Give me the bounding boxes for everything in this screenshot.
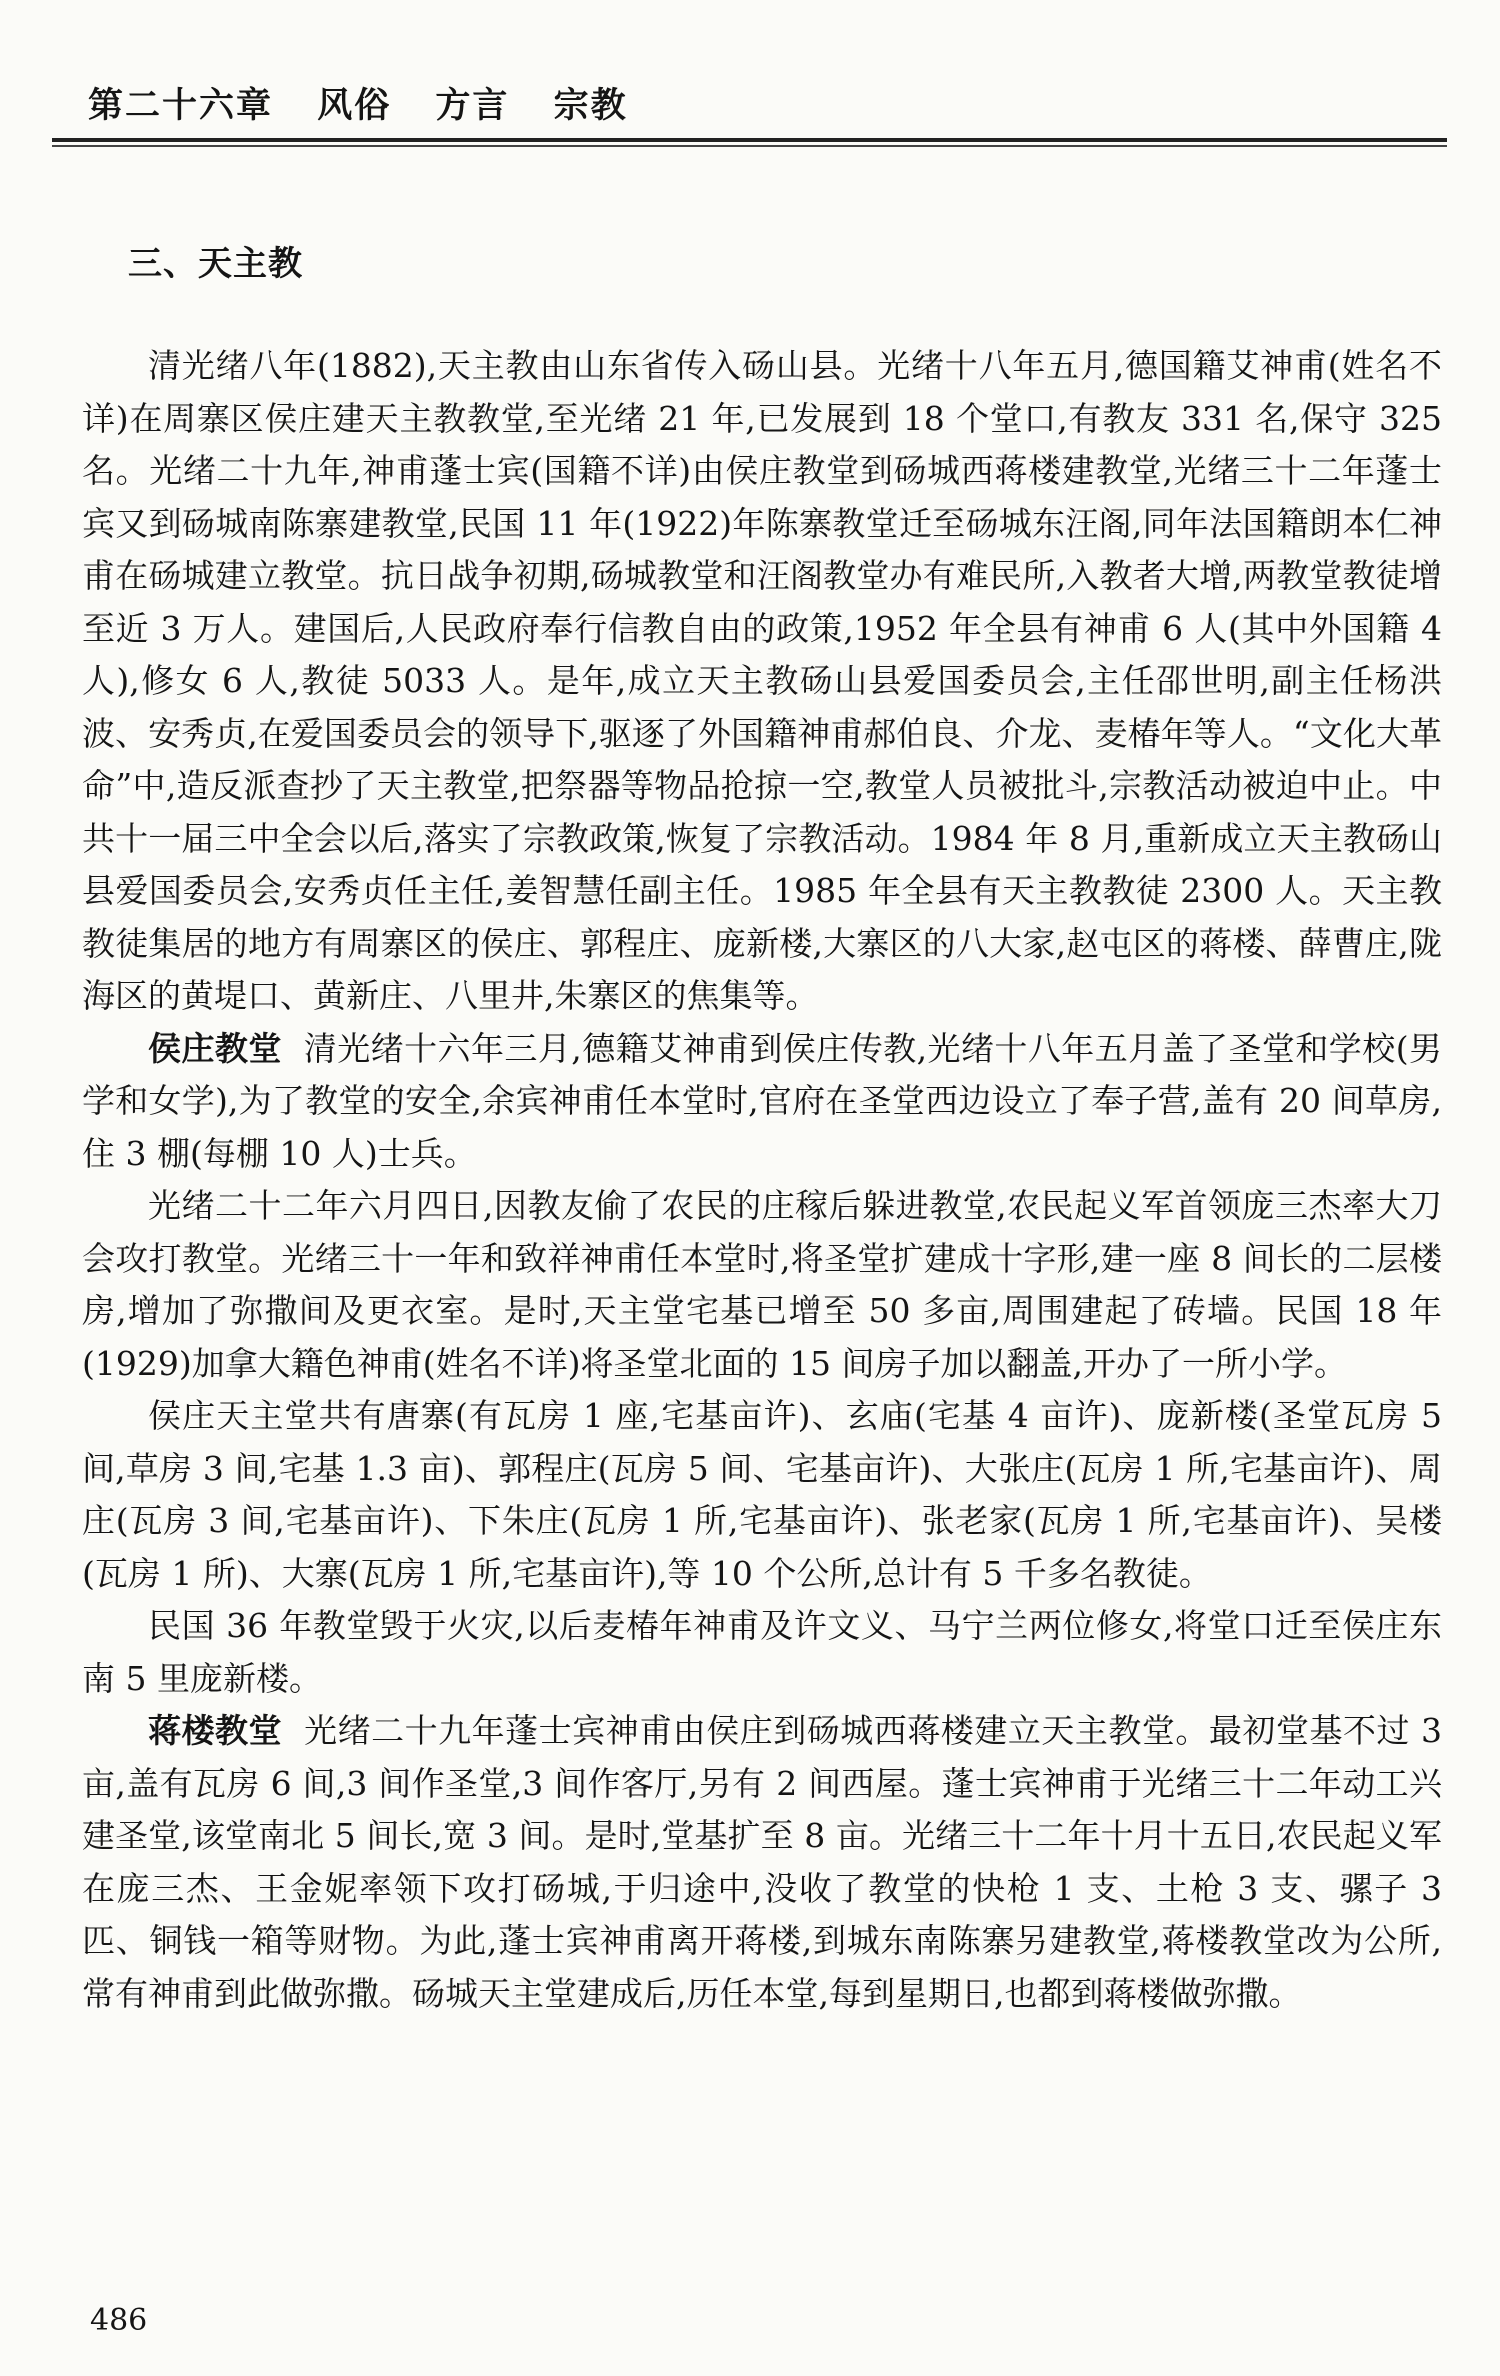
- paragraph-overview: [82, 340, 1442, 1023]
- running-header: [88, 78, 658, 128]
- chapter-label: 第二十六章: [88, 85, 274, 126]
- body-text: [82, 340, 1442, 2020]
- paragraph-lead-houzhuang: 侯庄教堂: [148, 1028, 282, 1068]
- header-topic-dialect: 方言: [435, 85, 510, 126]
- section-title: 三、天主教: [128, 244, 303, 284]
- paragraph-houzhuang-branches: [82, 1390, 1442, 1600]
- page-number: 486: [90, 2303, 148, 2338]
- paragraph-text: 清光绪八年(1882),天主教由山东省传入砀山县。光绪十八年五月,德国籍艾神甫(姓名不详)在周寨区侯庄建天主教教堂,至光绪 21 年,已发展到 18 个堂口,有教友 331 名,保守 325 名。光绪二十九年,神甫蓬士宾(国籍不详)由侯庄教堂到砀城西蒋楼建教堂,光绪三十二年蓬士宾又到砀城南陈寨建教堂,民国 11 年(1922)年陈寨教堂迁至砀城东汪阁,同年法国籍朗本仁神甫在砀城建立教堂。抗日战争初期,砀城教堂和汪阁教堂办有难民所,入教者大增,两教堂教徒增至近 3 万人。建国后,人民政府奉行信教自由的政策,1952 年全县有神甫 6 人(其中外国籍 4 人),修女 6 人,教徒 5033 人。是年,成立天主教砀山县爱国委员会,主任邵世明,副主任杨洪波、安秀贞,在爱国委员会的领导下,驱逐了外国籍神甫郝伯良、介龙、麦椿年等人。“文化大革命”中,造反派查抄了天主教堂,把祭器等物品抢掠一空,教堂人员被批斗,宗教活动被迫中止。中共十一届三中全会以后,落实了宗教政策,恢复了宗教活动。1984 年 8 月,重新成立天主教砀山县爱国委员会,安秀贞任主任,姜智慧任副主任。1985 年全县有天主教教徒 2300 人。天主教教徒集居的地方有周寨区的侯庄、郭程庄、庞新楼,大寨区的八大家,赵屯区的蒋楼、薛曹庄,陇海区的黄堤口、黄新庄、八里井,朱寨区的焦集等。: [82, 346, 1442, 1015]
- paragraph-houzhuang-church: [82, 1023, 1442, 1181]
- paragraph-text: 光绪二十九年蓬士宾神甫由侯庄到砀城西蒋楼建立天主教堂。最初堂基不过 3 亩,盖有瓦房 6 间,3 间作圣堂,3 间作客厅,另有 2 间西屋。蓬士宾神甫于光绪三十二年动工兴建圣堂,该堂南北 5 间长,宽 3 间。是时,堂基扩至 8 亩。光绪三十二年十月十五日,农民起义军在庞三杰、王金妮率领下攻打砀城,于归途中,没收了教堂的快枪 1 支、土枪 3 支、骡子 3 匹、铜钱一箱等财物。为此,蓬士宾神甫离开蒋楼,到城东南陈寨另建教堂,蒋楼教堂改为公所,常有神甫到此做弥撒。砀城天主堂建成后,历任本堂,每到星期日,也都到蒋楼做弥撒。: [82, 1711, 1442, 2013]
- paragraph-jianglou-church: [82, 1705, 1442, 2020]
- paragraph-houzhuang-history: [82, 1180, 1442, 1390]
- paragraph-text: 光绪二十二年六月四日,因教友偷了农民的庄稼后躲进教堂,农民起义军首领庞三杰率大刀会攻打教堂。光绪三十一年和致祥神甫任本堂时,将圣堂扩建成十字形,建一座 8 间长的二层楼房,增加了弥撒间及更衣室。是时,天主堂宅基已增至 50 多亩,周围建起了砖墙。民国 18 年(1929)加拿大籍色神甫(姓名不详)将圣堂北面的 15 间房子加以翻盖,开办了一所小学。: [82, 1186, 1442, 1383]
- paragraph-text: 清光绪十六年三月,德籍艾神甫到侯庄传教,光绪十八年五月盖了圣堂和学校(男学和女学),为了教堂的安全,余宾神甫任本堂时,官府在圣堂西边设立了奉子营,盖有 20 间草房,住 3 棚(每棚 10 人)士兵。: [82, 1028, 1443, 1173]
- paragraph-text: 侯庄天主堂共有唐寨(有瓦房 1 座,宅基亩许)、玄庙(宅基 4 亩许)、庞新楼(圣堂瓦房 5 间,草房 3 间,宅基 1.3 亩)、郭程庄(瓦房 5 间、宅基亩许)、大张庄(瓦房 1 所,宅基亩许)、周庄(瓦房 3 间,宅基亩许)、下朱庄(瓦房 1 所,宅基亩许)、张老家(瓦房 1 所,宅基亩许)、吴楼(瓦房 1 所)、大寨(瓦房 1 所,宅基亩许),等 10 个公所,总计有 5 千多名教徒。: [82, 1396, 1442, 1593]
- paragraph-text: 民国 36 年教堂毁于火灾,以后麦椿年神甫及许文义、马宁兰两位修女,将堂口迁至侯庄东南 5 里庞新楼。: [82, 1606, 1442, 1698]
- header-rule-thin: [52, 145, 1447, 147]
- paragraph-houzhuang-fire: [82, 1600, 1442, 1705]
- header-rule-thick: [52, 138, 1447, 142]
- header-topic-customs: 风俗: [317, 85, 392, 126]
- paragraph-lead-jianglou: 蒋楼教堂: [148, 1711, 283, 1750]
- header-topic-religion: 宗教: [553, 85, 628, 126]
